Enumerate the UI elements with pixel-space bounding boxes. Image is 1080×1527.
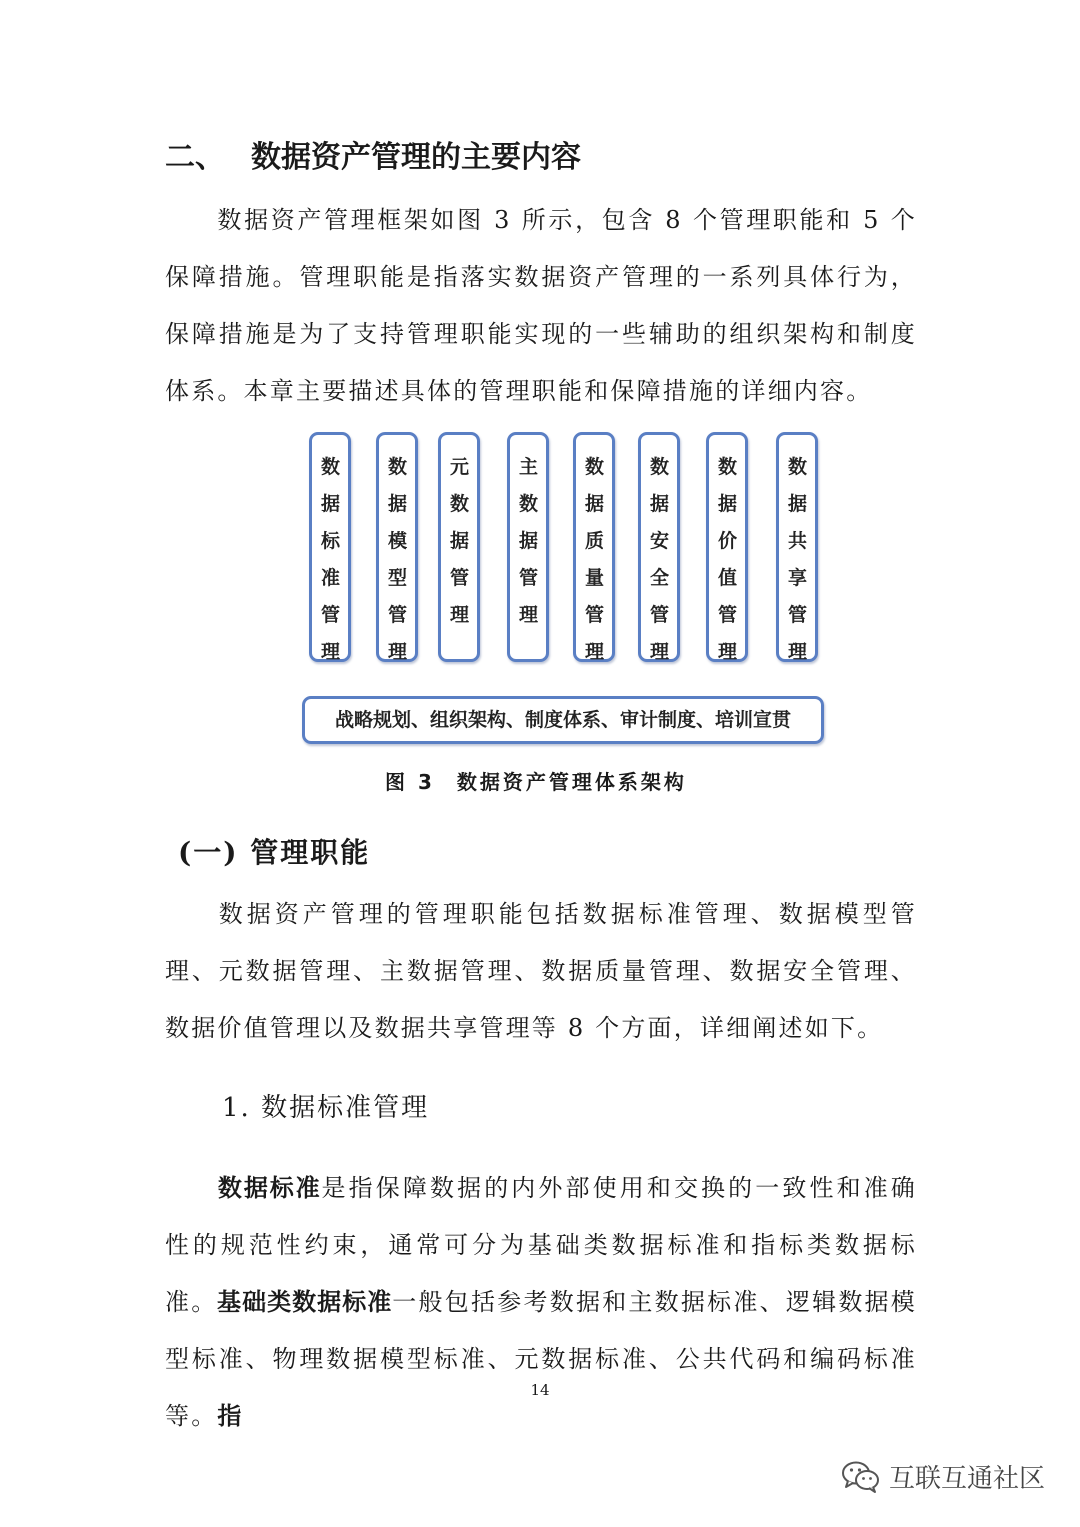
subsection-heading: (一) 管理职能: [178, 836, 371, 869]
standard-term: 数据标准: [217, 1174, 322, 1202]
section-heading: [165, 138, 581, 178]
function-box-data-standard: [309, 432, 351, 662]
functions-paragraph-text: 数据资产管理的管理职能包括数据标准管理、数据模型管理、元数据管理、主数据管理、数据质量管理、数据安全管理、数据价值管理以及数据共享管理等 8 个方面，详细阐述如下。: [165, 900, 917, 1042]
functions-paragraph: [165, 886, 917, 1057]
function-box-data-model: [376, 432, 418, 662]
function-label: 数据共享管理: [788, 456, 808, 663]
intro-paragraph: [165, 192, 917, 420]
function-box-data-sharing: [776, 432, 818, 662]
section-title: 数据资产管理的主要内容: [251, 140, 581, 175]
watermark: [841, 1458, 1045, 1495]
function-box-data-security: [638, 432, 680, 662]
function-label: 主数据管理: [519, 456, 539, 626]
wechat-icon: [841, 1460, 881, 1494]
function-box-data-value: [706, 432, 748, 662]
function-box-metadata: [438, 432, 480, 662]
figure-caption: [385, 768, 687, 796]
basic-term: 基础类数据标准: [217, 1288, 393, 1316]
page-number: 14: [530, 1381, 550, 1399]
function-label: 数据标准管理: [321, 456, 341, 663]
watermark-text: 互联互通社区: [888, 1464, 1045, 1494]
figure-title: 数据资产管理体系架构: [456, 770, 687, 794]
basic-paragraph: [165, 1274, 917, 1445]
figure-label: 图 3: [385, 770, 435, 794]
basic-trailing-bold: 指: [217, 1402, 243, 1430]
standard-text: 是指保障数据的内外部使用和交换的一致性和准确性的规范性约束，通常可分为基础类数据标准和指标类数据标准。: [165, 1174, 918, 1316]
function-label: 元数据管理: [450, 456, 470, 626]
function-label: 数据安全管理: [650, 456, 670, 663]
section-number: 二、: [165, 140, 225, 175]
item-heading: 1. 数据标准管理: [222, 1093, 430, 1123]
function-label: 数据价值管理: [718, 456, 738, 663]
function-label: 数据模型管理: [388, 456, 408, 663]
intro-paragraph-text: 数据资产管理框架如图 3 所示，包含 8 个管理职能和 5 个保障措施。管理职能是指落实数据资产管理的一系列具体行为，保障措施是为了支持管理职能实现的一些辅助的组织架构和制度体系。本章主要描述具体的管理职能和保障措施的详细内容。: [165, 206, 917, 405]
function-box-master-data: [507, 432, 549, 662]
function-label: 数据质量管理: [585, 456, 605, 663]
support-measures-box: 战略规划、组织架构、制度体系、审计制度、培训宣贯: [302, 696, 824, 744]
basic-text: 一般包括参考数据和主数据标准、逻辑数据模型标准、物理数据模型标准、元数据标准、公共代码和编码标准等。: [165, 1288, 917, 1430]
function-box-data-quality: [573, 432, 615, 662]
